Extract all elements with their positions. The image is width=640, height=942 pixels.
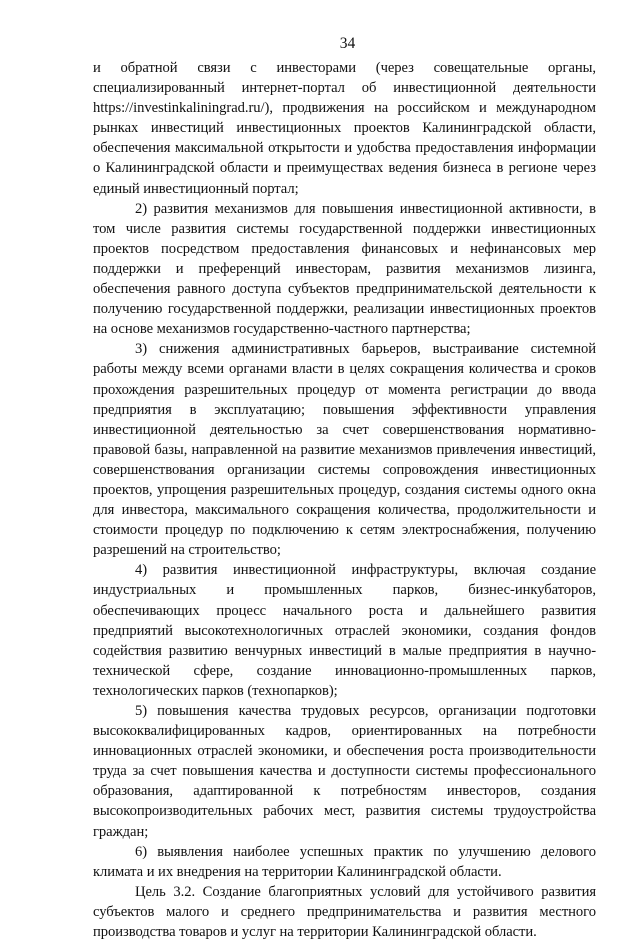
paragraph-item-3: 3) снижения административных барьеров, выстраивание системной работы между всеми органами власти в целях сокращения количества и сроков прохождения разрешительных процедур от момента регистрации до ввода предприятия в эксплуатацию; повышения эффективности управления инвестиционной деятельностью за счет совершенствования нормативно-правовой базы, направленной на развитие механизмов привлечения инвестиций, совершенствования организации системы сопровождения инвестиционных проектов, упрощения разрешительных процедур, создания системы одного окна для инвестора, максимального сокращения количества, продолжительности и стоимости процедур по подключению к сетям электроснабжения, получению разрешений на строительство; [93, 341, 596, 559]
paragraph-continuation: и обратной связи с инвесторами (через совещательные органы, специализированный интернет-портал об инвестиционной деятельности https://investinkaliningrad.ru/), продвижения на российском и международном рынках инвестиций инвестиционных проектов Калининградской области, обеспечения максимальной открытости и удобства предоставления информации о Калининградской области и преимуществах ведения бизнеса в регионе через единый инвестиционный портал; [93, 60, 596, 197]
document-body [93, 58, 596, 942]
paragraph-item-6: 6) выявления наиболее успешных практик по улучшению делового климата и их внедрения на территории Калининградской области. [93, 843, 596, 880]
page-number: 34 [339, 35, 356, 52]
paragraph-goal-3-2: Цель 3.2. Создание благоприятных условий для устойчивого развития субъектов малого и среднего предпринимательства и развития местного производства товаров и услуг на территории Калининградской области. [93, 883, 596, 941]
paragraph-item-2: 2) развития механизмов для повышения инвестиционной активности, в том числе развития системы государственной поддержки инвестиционных проектов посредством предоставления финансовых и нефинансовых мер поддержки и преференций инвесторам, развития механизмов лизинга, обеспечения равного доступа субъектов предпринимательской деятельности к получению государственной поддержки, реализации инвестиционных проектов на основе механизмов государственно-частного партнерства; [93, 200, 596, 338]
paragraph-item-4: 4) развития инвестиционной инфраструктуры, включая создание индустриальных и промышленных парков, бизнес-инкубаторов, обеспечивающих процесс начального роста и дальнейшего развития предприятий высокотехнологичных отраслей экономики, создания фондов содействия развитию венчурных инвестиций в малые предприятия в научно-технической сфере, создание инновационно-промышленных парков, технологических парков (технопарков); [93, 562, 596, 699]
paragraph-item-5: 5) повышения качества трудовых ресурсов, организации подготовки высококвалифицированных кадров, ориентированных на потребности инновационных отраслей экономики, и обеспечения роста производительности труда за счет повышения качества и доступности системы профессионального образования, адаптированной к потребностям инвесторов, создания высокопроизводительных рабочих мест, развития системы трудоустройства граждан; [93, 703, 596, 840]
